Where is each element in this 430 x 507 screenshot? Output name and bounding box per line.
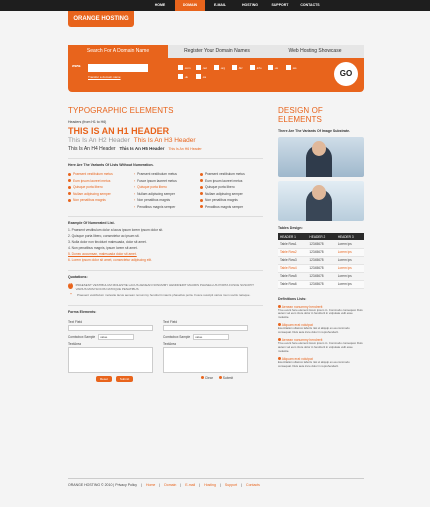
quote-block <box>68 283 263 291</box>
h1-sample: THIS IS AN H1 HEADER <box>68 126 170 136</box>
table-cell: Table Row6 <box>278 280 307 288</box>
arrow-icon: › <box>134 191 136 196</box>
text-field-input[interactable] <box>163 325 248 331</box>
tld-label: .net <box>202 65 208 70</box>
list-item: 3. Nulla dolor non tincidunt malesuada, dolor sit amet. <box>68 240 147 244</box>
form-left <box>68 318 153 382</box>
h3-sample: This Is An H3 Header <box>133 137 196 144</box>
quote-line: Fusce suscipit varius mum sociis natoque. <box>194 293 251 297</box>
table-cell: Lorem ips <box>336 240 364 248</box>
definition-desc: Exercitation ullamco laboris nisi ut aliquip ex ea commodo consequat. Duis aute irure dolor in reprehenderit. <box>278 360 350 368</box>
table-row <box>278 256 364 264</box>
combobox-label: Combobox Sample <box>163 335 191 339</box>
forms-title: Forms Elements: <box>68 310 97 314</box>
text-field-label: Text Field <box>68 320 83 324</box>
bullet-icon <box>68 192 71 195</box>
bullet-icon <box>200 179 203 182</box>
tab-register-domain[interactable]: Register Your Domain Names <box>168 45 266 58</box>
bullet-icon <box>68 199 71 202</box>
tld-option[interactable] <box>178 65 191 70</box>
nav-home[interactable]: HOME <box>154 3 166 7</box>
list-item: 1. Praesent vestibulum dolor a lacus ipsum lorem ipsum dolor sit. <box>68 228 164 232</box>
combobox-select[interactable]: value <box>98 334 134 340</box>
table-header: HEADER 3 <box>336 233 364 240</box>
form-buttons <box>68 376 153 382</box>
clear-link[interactable] <box>201 376 213 380</box>
tld-label: .info <box>256 65 262 70</box>
image-label: There Are The Variants Of Image Substrate. <box>278 129 351 133</box>
table-cell: 12345678 <box>307 264 335 272</box>
footer-link-support[interactable]: Support <box>224 483 238 487</box>
submit-link[interactable] <box>219 376 233 380</box>
h2-sample: This Is An H2 Header <box>68 137 130 144</box>
side-column <box>278 106 364 368</box>
h5-sample: This Is An H5 Header <box>119 146 165 151</box>
table-cell: Lorem ips <box>336 272 364 280</box>
bullet-icon <box>219 376 222 379</box>
list-item[interactable]: 5. Donec accumsan, malesuada dolor sit amet. <box>68 252 137 256</box>
tld-option[interactable] <box>196 74 206 79</box>
quote-line: Praesent vestibulum molestie lacus aenean nonummy hendrerit mauris phasellus porta. <box>77 293 194 297</box>
footer-sep: | <box>141 483 142 487</box>
definition-list <box>278 305 364 369</box>
submit-label: Submit <box>222 376 233 380</box>
h4-h6-row <box>68 146 263 152</box>
list-col-1 <box>68 171 126 210</box>
divider <box>68 216 263 217</box>
footer <box>68 478 364 487</box>
domain-tabs <box>68 45 364 58</box>
nav-email[interactable]: E-MAIL <box>213 3 227 7</box>
list-item-label: Quisque porta libero <box>137 185 167 190</box>
definition-term-label: Aliquam erat volutpat <box>281 323 313 328</box>
list-item: 6. Lorem ipsum dolor sit amet, consectetur adipiscing elit. <box>68 258 152 262</box>
transfer-link[interactable]: Transfer a domain name <box>88 75 121 79</box>
table-row <box>278 280 364 288</box>
combobox-row <box>163 334 248 340</box>
bullet-icon <box>200 173 203 176</box>
footer-sep: | <box>199 483 201 487</box>
face-shape <box>312 141 326 156</box>
list-item-label: Fusce ipsum laoreet metus <box>137 178 177 183</box>
quote-icon: “ <box>70 293 72 299</box>
forms-sample <box>68 318 263 382</box>
unnumbered-lists <box>68 171 263 210</box>
design-table <box>278 233 364 289</box>
domain-search-input[interactable] <box>88 64 148 72</box>
main-column <box>68 106 263 382</box>
table-cell: Table Row4 <box>278 264 307 272</box>
definitions-title: Definitions Lists: <box>278 296 307 301</box>
table-row <box>278 248 364 256</box>
list-item: 2. Quisque porta libero, consectetur ac ipsum sit. <box>68 234 140 238</box>
list-item-label: Non penatibus magnis <box>73 198 106 203</box>
table-cell: Table Row3 <box>278 256 307 264</box>
list-item-label: Quisque porta libero <box>205 185 235 190</box>
definition-term-label: Aenean nonummy hendrerit <box>281 304 323 309</box>
definition-term-label: Aliquam erat volutpat <box>281 357 313 362</box>
list-item-label: Praesent vestibulum metus <box>205 172 245 177</box>
table-header: HEADER 1 <box>278 233 307 240</box>
nav-domain[interactable]: DOMAIN <box>175 0 205 11</box>
arrow-icon: › <box>134 185 136 190</box>
table-row <box>278 264 364 272</box>
table-cell: Table Row2 <box>278 248 307 256</box>
tld-option[interactable] <box>214 65 225 70</box>
table-cell: 12345678 <box>307 240 335 248</box>
arrow-icon: › <box>134 198 136 203</box>
checkbox[interactable] <box>196 74 201 79</box>
table-row <box>278 240 364 248</box>
typography-title: TYPOGRAPHIC ELEMENTS <box>68 106 174 115</box>
quotations-title: Quotations: <box>68 275 88 279</box>
lists-title: Here Are The Variants Of Lists Without Numeration. <box>68 163 154 167</box>
list-col-2 <box>134 171 192 210</box>
table-cell: Lorem ips <box>336 256 364 264</box>
tld-option[interactable] <box>178 74 188 79</box>
definition-term-label: Aenean nonummy hendrerit <box>281 338 323 343</box>
list-item-label: Penatibus magnis semper <box>205 204 244 209</box>
arrow-icon: › <box>134 204 136 209</box>
footer-link-email[interactable]: E-mail <box>185 483 196 487</box>
form-links <box>163 376 248 380</box>
main-nav <box>145 0 325 11</box>
list-item-label: Praesent vestibulum metus <box>137 172 177 177</box>
site-logo[interactable]: ORANGE HOSTING <box>68 11 134 27</box>
checkbox[interactable] <box>178 74 183 79</box>
tld-label: .us <box>274 65 279 70</box>
checkbox[interactable] <box>178 65 183 70</box>
definition-desc: Exercitation ullamco laboris nisi ut aliquip ex ea commodo consequat. Duis aute irure dolor in reprehenderit. <box>278 326 350 334</box>
quote-icon: “ <box>69 283 72 289</box>
arrow-icon: › <box>134 172 136 177</box>
business-man-image <box>278 181 364 221</box>
go-button[interactable]: GO <box>334 62 358 86</box>
list-item-label: Non penatibus magnis <box>137 198 170 203</box>
quote-text: PRAESENT VESTIBULUM MOLESTIE LACUS AENEAN NONUMMY HENDRERIT MAURIS PHASELLUS PORTA FUSCE SUSCIPIT VARIUS MUM SOCIIS NATOQUE PENATIBUS <box>75 283 254 291</box>
bullet-icon <box>200 205 203 208</box>
divider <box>68 305 263 306</box>
footer-link-contacts[interactable]: Contacts <box>246 483 260 487</box>
bullet-icon <box>201 376 204 379</box>
list-item[interactable] <box>200 204 258 211</box>
form-right <box>163 318 248 382</box>
footer-sep: | <box>180 483 182 487</box>
checkbox[interactable] <box>250 65 255 70</box>
table-cell: Table Row5 <box>278 272 307 280</box>
headers-label: Headers (from H1 to H6) <box>68 120 107 124</box>
bullet-icon <box>68 179 71 182</box>
tld-option[interactable] <box>196 65 207 70</box>
table-cell: 12345678 <box>307 280 335 288</box>
quote-text <box>77 293 250 299</box>
checkbox[interactable] <box>286 65 291 70</box>
quote-block <box>68 293 263 299</box>
table-cell: Lorem ips <box>336 280 364 288</box>
clear-label: Clear <box>204 376 213 380</box>
text-field-label: Text Field <box>163 320 178 324</box>
list-item-label: Praesent vestibulum metus <box>73 172 113 177</box>
www-label: www. <box>72 64 82 68</box>
list-item[interactable] <box>134 204 192 211</box>
list-item-label: Eum ipsum laoreet metus <box>205 178 243 183</box>
textarea-input[interactable] <box>163 347 248 373</box>
tld-option[interactable] <box>286 65 297 70</box>
h2-h3-row <box>68 137 263 144</box>
checkbox[interactable] <box>232 65 237 70</box>
tld-label: .ws <box>292 65 297 70</box>
footer-sep: | <box>159 483 161 487</box>
tld-label: .com <box>184 65 191 70</box>
copyright: ORANGE HOSTING © 2010 | Privacy Policy <box>68 483 138 487</box>
table-cell: 12345678 <box>307 248 335 256</box>
list-item-label: Penatibus magnis semper <box>137 204 176 209</box>
footer-sep: | <box>241 483 243 487</box>
submit-button[interactable]: Submit <box>116 376 133 382</box>
design-title: DESIGN OF ELEMENTS <box>278 106 323 124</box>
tld-option[interactable] <box>268 65 278 70</box>
tld-label: .uk <box>184 74 189 79</box>
bullet-icon <box>200 186 203 189</box>
business-man-image <box>278 137 364 177</box>
table-title: Tables Design: <box>278 226 303 230</box>
numbered-list <box>68 228 263 264</box>
divider <box>68 158 263 159</box>
tld-option[interactable] <box>232 65 243 70</box>
list-item-label: Nullam adipiscing semper <box>137 191 175 196</box>
h6-sample: This Is An H6 Header <box>168 147 202 151</box>
tld-option[interactable] <box>250 65 262 70</box>
tab-search-domain[interactable]: Search For A Domain Name <box>68 45 168 58</box>
table-cell: Lorem ips <box>336 264 364 272</box>
list-col-3 <box>200 171 258 210</box>
tld-label: .org <box>220 65 226 70</box>
tld-label: .ca <box>202 74 207 79</box>
reset-button[interactable]: Reset <box>96 376 112 382</box>
checkbox[interactable] <box>268 65 273 70</box>
bullet-icon <box>200 199 203 202</box>
combobox-row <box>68 334 153 340</box>
list-item-label: Non penatibus magnis <box>205 198 238 203</box>
textarea-input[interactable] <box>68 347 153 373</box>
textarea-label: TextArea <box>163 342 177 346</box>
list-item-label: Nullam adipiscing semper <box>73 191 111 196</box>
footer-link-home[interactable]: Home <box>145 483 156 487</box>
text-field-input[interactable] <box>68 325 153 331</box>
table-cell: Table Row1 <box>278 240 307 248</box>
list-item-label: Eum ipsum laoreet metus <box>73 178 111 183</box>
checkbox[interactable] <box>214 65 219 70</box>
combobox-select[interactable]: value <box>193 334 229 340</box>
checkbox[interactable] <box>196 65 201 70</box>
arrow-icon: › <box>134 178 136 183</box>
definition-desc: True event here element lorem ipsum in. Commodo consequat. Duis autem vel eum iriure dolor in hendrerit in vulputate velit esse molestie. <box>278 307 363 319</box>
nav-support[interactable]: SUPPORT <box>271 3 289 7</box>
list-item[interactable] <box>68 197 126 204</box>
bullet-icon <box>200 192 203 195</box>
tab-hosting-showcase[interactable]: Web Hosting Showcase <box>266 45 364 58</box>
textarea-label: TextArea <box>68 342 82 346</box>
list-item-label: Quisque porta libero <box>73 185 103 190</box>
domain-search-panel <box>68 58 364 92</box>
table-cell: 12345678 <box>307 272 335 280</box>
nav-hosting[interactable]: HOSTING <box>242 3 258 7</box>
h4-sample: This Is An H4 Header <box>68 146 116 152</box>
bullet-icon <box>68 186 71 189</box>
footer-link-domain[interactable]: Domain <box>164 483 177 487</box>
footer-sep: | <box>219 483 221 487</box>
combobox-label: Combobox Sample <box>68 335 96 339</box>
definition-desc: True event here element lorem ipsum in. Commodo consequat. Duis autem vel eum iriure dolor in hendrerit in vulputate velit esse molestie. <box>278 341 363 353</box>
divider <box>68 270 263 271</box>
bullet-icon <box>68 173 71 176</box>
face-shape <box>312 185 326 200</box>
table-row <box>278 272 364 280</box>
table-cell: 12345678 <box>307 256 335 264</box>
numerated-title: Example Of Numerated List. <box>68 221 115 225</box>
list-item: 4. Non penatibus magnis, ipsum lorem sit amet. <box>68 246 138 250</box>
list-item-label: Nullam adipiscing semper <box>205 191 243 196</box>
table-header: HEADER 2 <box>307 233 335 240</box>
nav-contacts[interactable]: CONTACTS <box>300 3 320 7</box>
tld-label: .biz <box>238 65 243 70</box>
footer-link-hosting[interactable]: Hosting <box>204 483 216 487</box>
table-cell: Lorem ips <box>336 248 364 256</box>
